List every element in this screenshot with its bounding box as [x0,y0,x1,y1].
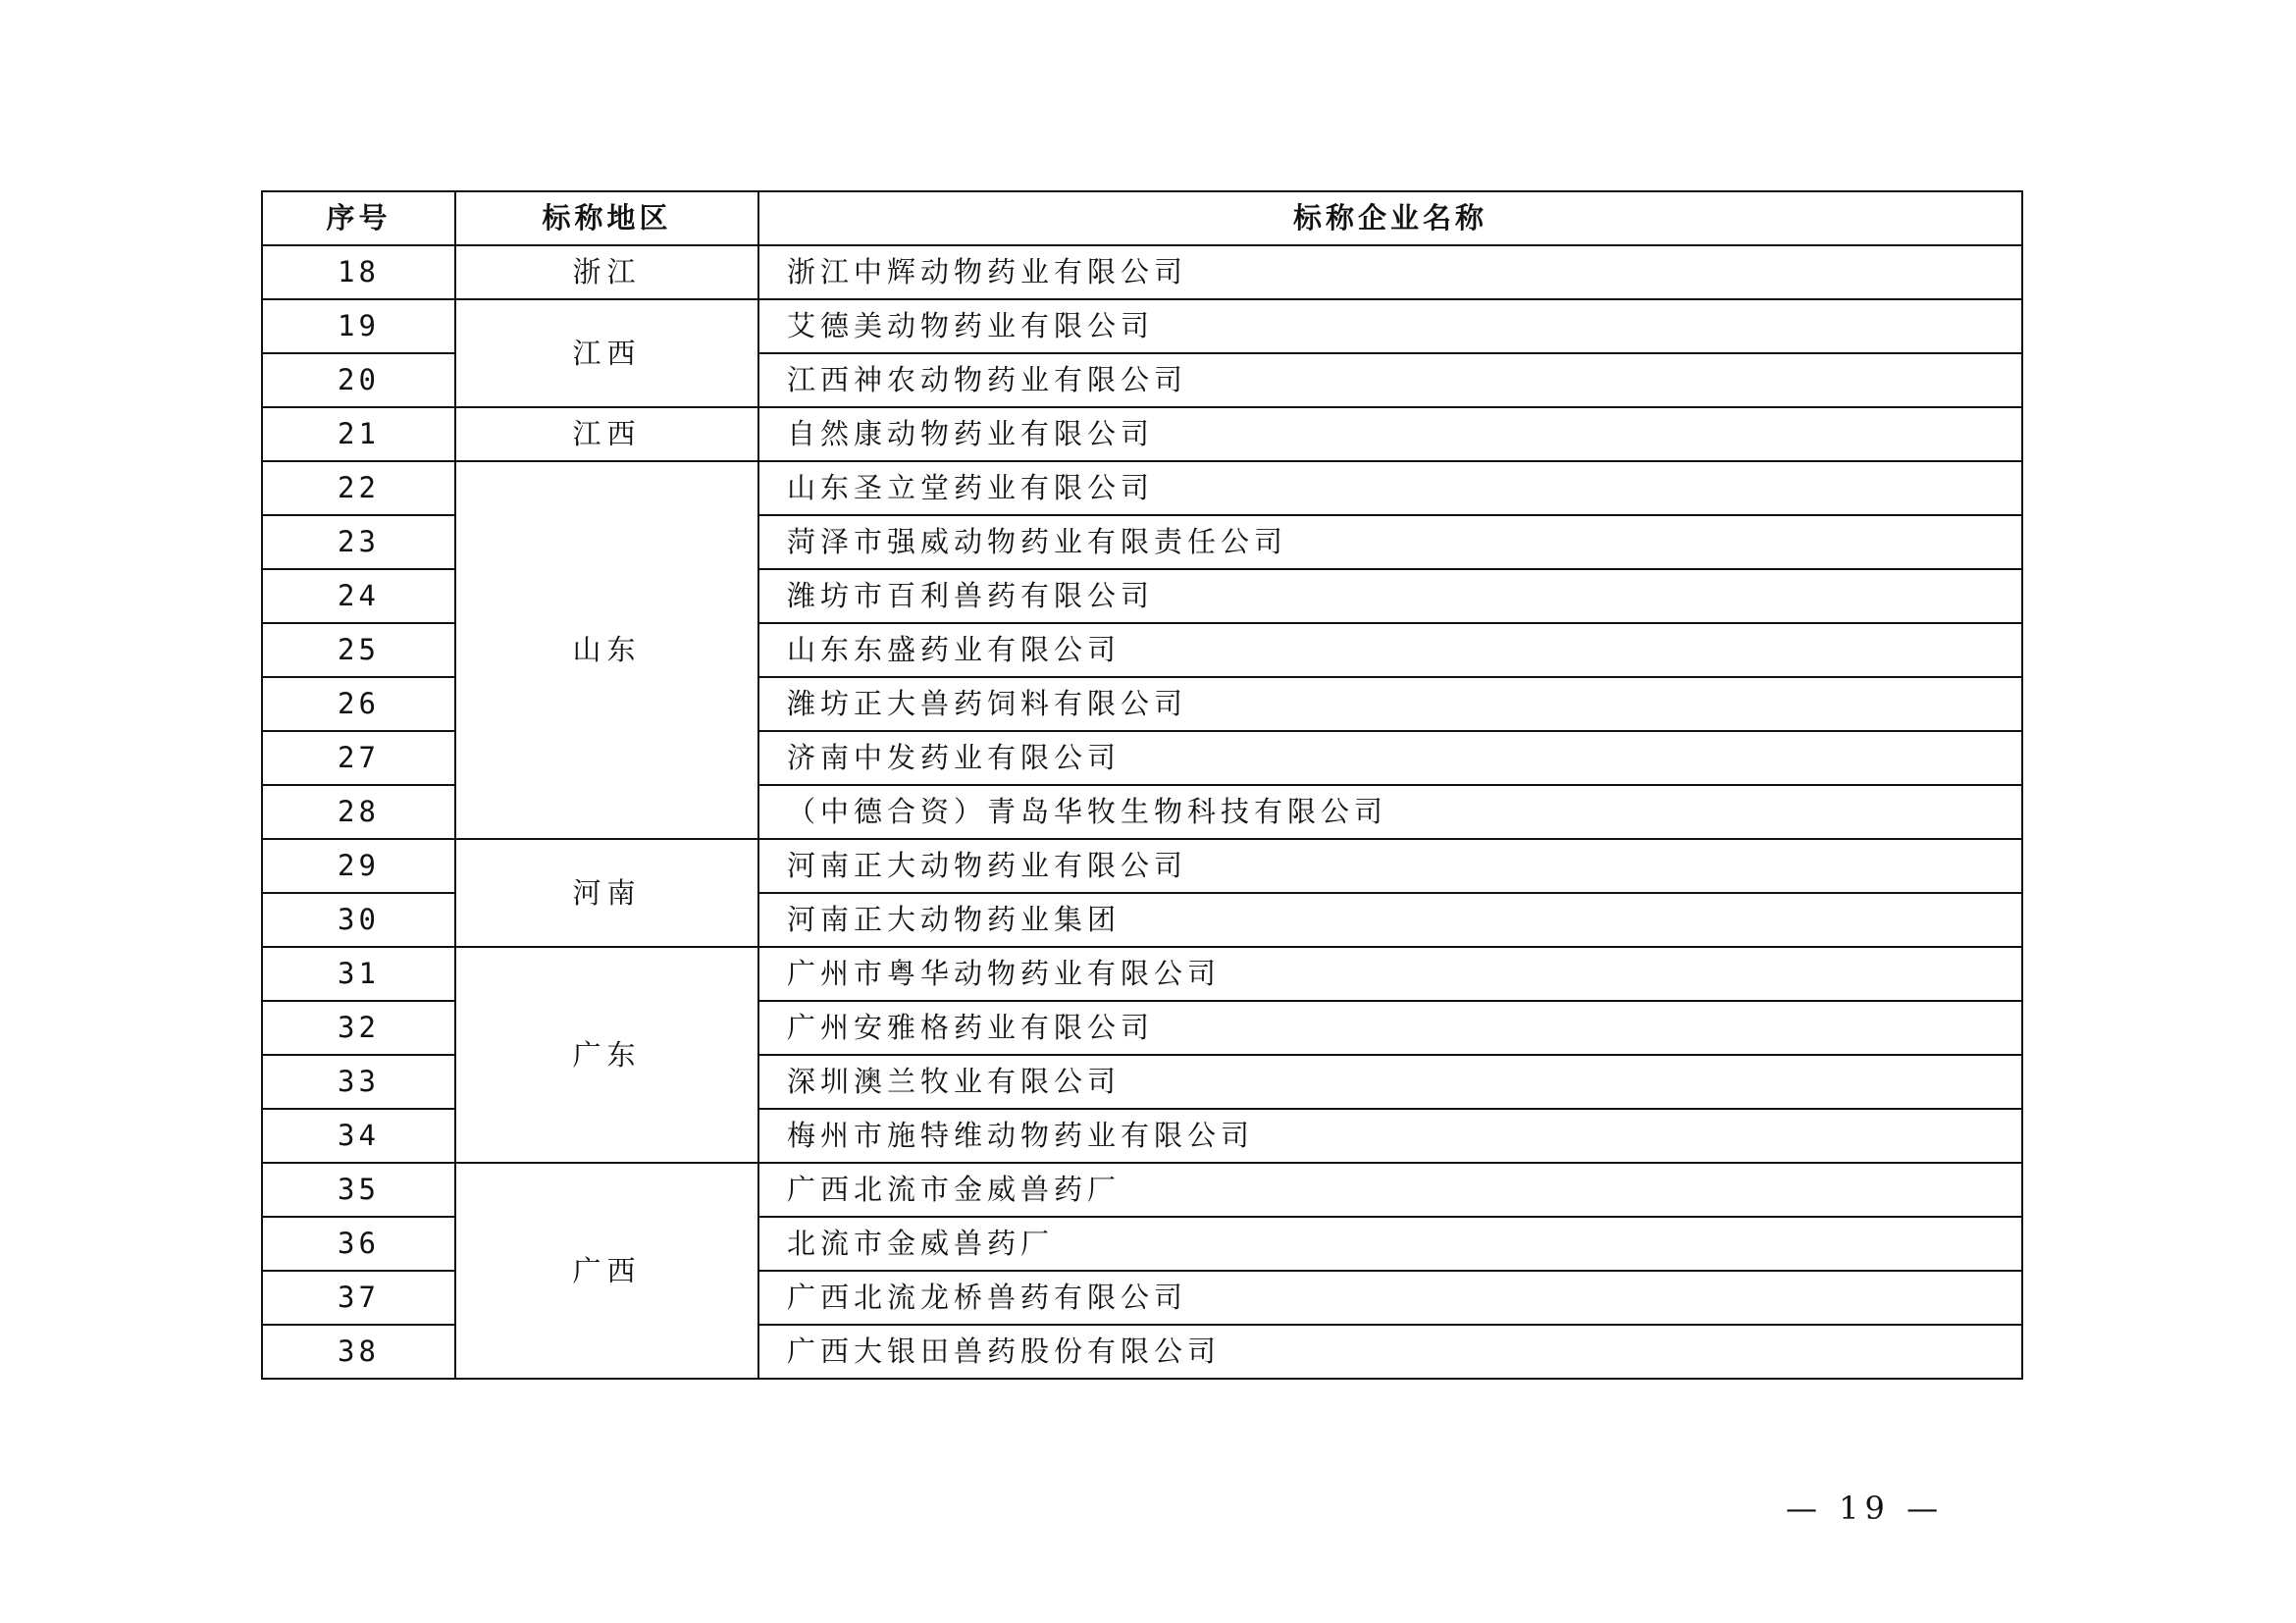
region-cell: 广西 [455,1163,758,1379]
serial-number-cell: 35 [262,1163,455,1217]
serial-number-cell: 37 [262,1271,455,1325]
serial-number-cell: 29 [262,839,455,893]
serial-number-cell: 27 [262,731,455,785]
table-body [262,245,2022,1379]
region-cell: 浙江 [455,245,758,299]
serial-number-cell: 36 [262,1217,455,1271]
table-row [262,947,2022,1001]
table-row [262,839,2022,893]
header-region: 标称地区 [455,191,758,245]
enterprise-name-cell: 广州安雅格药业有限公司 [758,1001,2022,1055]
table-header-row [262,191,2022,245]
enterprise-name-cell: 河南正大动物药业有限公司 [758,839,2022,893]
serial-number-cell: 31 [262,947,455,1001]
enterprise-name-cell: 济南中发药业有限公司 [758,731,2022,785]
serial-number-cell: 19 [262,299,455,353]
table-row [262,245,2022,299]
enterprise-name-cell: 菏泽市强威动物药业有限责任公司 [758,515,2022,569]
header-enterprise-name: 标称企业名称 [758,191,2022,245]
region-cell: 江西 [455,407,758,461]
enterprise-name-cell: 深圳澳兰牧业有限公司 [758,1055,2022,1109]
enterprise-name-cell: 自然康动物药业有限公司 [758,407,2022,461]
region-cell: 山东 [455,461,758,839]
enterprise-name-cell: 山东东盛药业有限公司 [758,623,2022,677]
enterprise-table [261,190,2023,1380]
table-row [262,1163,2022,1217]
serial-number-cell: 20 [262,353,455,407]
serial-number-cell: 18 [262,245,455,299]
region-cell: 江西 [455,299,758,407]
table-row [262,299,2022,353]
enterprise-name-cell: 潍坊市百利兽药有限公司 [758,569,2022,623]
enterprise-name-cell: （中德合资）青岛华牧生物科技有限公司 [758,785,2022,839]
serial-number-cell: 25 [262,623,455,677]
serial-number-cell: 38 [262,1325,455,1379]
serial-number-cell: 21 [262,407,455,461]
header-serial-number: 序号 [262,191,455,245]
enterprise-name-cell: 艾德美动物药业有限公司 [758,299,2022,353]
table-row [262,407,2022,461]
serial-number-cell: 34 [262,1109,455,1163]
table-row [262,461,2022,515]
enterprise-name-cell: 广西北流龙桥兽药有限公司 [758,1271,2022,1325]
enterprise-name-cell: 浙江中辉动物药业有限公司 [758,245,2022,299]
serial-number-cell: 33 [262,1055,455,1109]
serial-number-cell: 23 [262,515,455,569]
enterprise-name-cell: 江西神农动物药业有限公司 [758,353,2022,407]
enterprise-name-cell: 广州市粤华动物药业有限公司 [758,947,2022,1001]
serial-number-cell: 24 [262,569,455,623]
enterprise-name-cell: 山东圣立堂药业有限公司 [758,461,2022,515]
serial-number-cell: 32 [262,1001,455,1055]
region-cell: 河南 [455,839,758,947]
enterprise-name-cell: 广西北流市金威兽药厂 [758,1163,2022,1217]
enterprise-name-cell: 北流市金威兽药厂 [758,1217,2022,1271]
serial-number-cell: 30 [262,893,455,947]
enterprise-name-cell: 广西大银田兽药股份有限公司 [758,1325,2022,1379]
serial-number-cell: 26 [262,677,455,731]
region-cell: 广东 [455,947,758,1163]
enterprise-name-cell: 梅州市施特维动物药业有限公司 [758,1109,2022,1163]
enterprise-name-cell: 河南正大动物药业集团 [758,893,2022,947]
enterprise-name-cell: 潍坊正大兽药饲料有限公司 [758,677,2022,731]
serial-number-cell: 22 [262,461,455,515]
serial-number-cell: 28 [262,785,455,839]
page-number: — 19 — [1786,1490,1945,1527]
